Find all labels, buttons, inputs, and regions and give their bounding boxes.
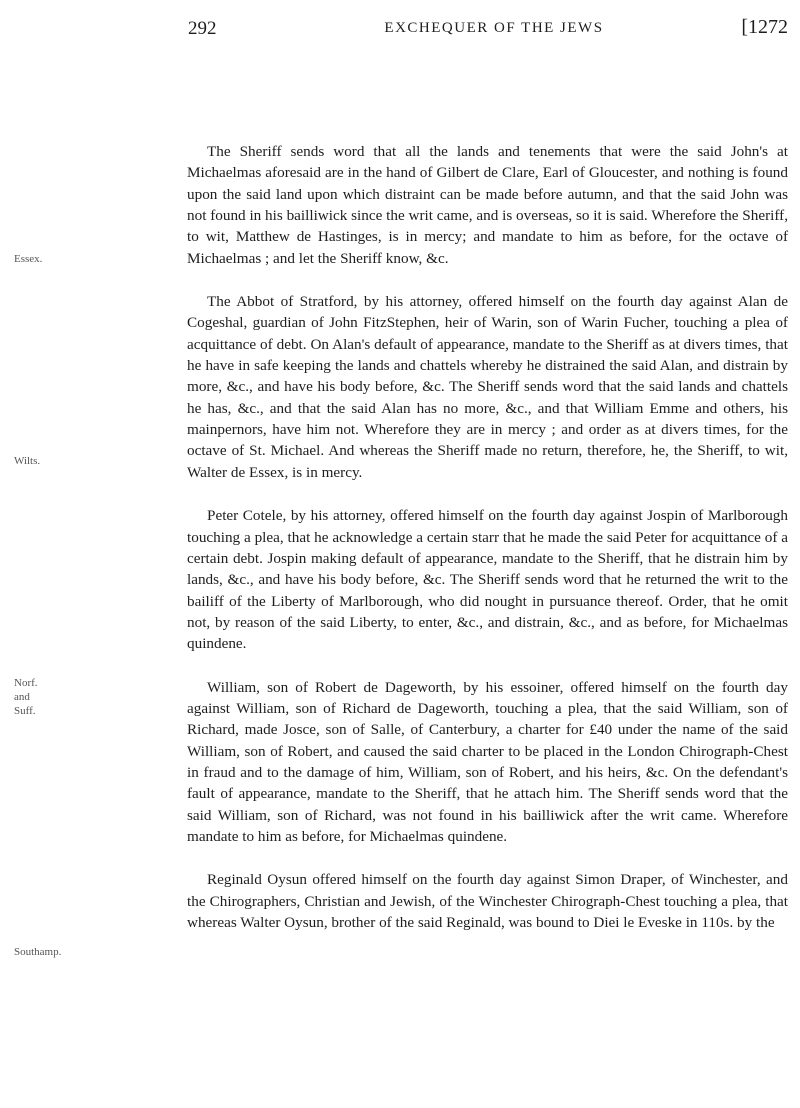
page-number: 292 [188, 18, 217, 39]
margin-note-essex: Essex. [14, 253, 43, 265]
year-marker: [1272 [741, 16, 788, 38]
paragraph-abbot-of-stratford: The Abbot of Stratford, by his attorney, offered himself on the fourth day against Alan de Cogeshal, guardian of John FitzStephen, heir of Warin, son of Warin Fucher, touching a plea of acquittance of debt. On Alan's default of appearance, mandate to the Sheriff as at divers times, that he have in safe keeping the lands and chattels whereby he distrained the said Alan, and distrain by more, &c., and have his body before, &c. The Sheriff sends word that the said lands and chattels he has, &c., and that the said Alan has no more, &c., and that William Emme and others, his mainpernors, have him not. Wherefore they are in mercy ; and order as at divers times, for the octave of St. Michael. And whereas the Sheriff made no return, therefore, he, the Sheriff, to wit, Walter de Essex, is in mercy. [187, 293, 788, 481]
margin-note-wilts: Wilts. [14, 455, 41, 467]
running-title: EXCHEQUER OF THE JEWS [384, 20, 604, 36]
margin-note-southamp: Southamp. [14, 946, 62, 958]
paragraph-sheriff-return: The Sheriff sends word that all the lands and tenements that were the said John's at Michaelmas aforesaid are in the hand of Gilbert de Clare, Earl of Gloucester, and nothing is found upon the said land upon which distraint can be made before autumn, and that the said John was not found in his bailliwick since the writ came, and is overseas, so it is said. Wherefore the Sheriff, to wit, Matthew de Hastinges, is in mercy; and mandate to him as before, for the octave of Michaelmas ; and let the Sheriff know, &c. [187, 143, 788, 267]
paragraph-peter-cotele: Peter Cotele, by his attorney, offered himself on the fourth day against Jospin of Marlborough touching a plea, that he acknowledge a certain starr that he made the said Peter for acquittance of a certain debt. Jospin making default of appearance, mandate to the Sheriff, that he distrain him by lands, &c., and have his body before, &c. The Sheriff sends word that he returned the writ to the bailiff of the Liberty of Marlborough, who did nought in pursuance thereof. Order, that he omit not, by reason of the said Liberty, to enter, &c., and distrain, &c., and as before, for Michaelmas quindene. [187, 507, 788, 653]
paragraph-reginald-oysun: Reginald Oysun offered himself on the fourth day against Simon Draper, of Winchester, and the Chirographers, Christian and Jewish, of the Winchester Chirograph-Chest touching a plea, that whereas Walter Oysun, brother of the said Reginald, was bound to Diei le Eveske in 110s. by the [187, 871, 788, 931]
paragraph-william-de-dageworth: William, son of Robert de Dageworth, by his essoiner, offered himself on the fourth day against William, son of Richard de Dageworth, touching a plea, that the said William, son of Richard, made Josce, son of Salle, of Canterbury, a charter for £40 under the name of the said William, son of Robert, and caused the said charter to be placed in the London Chirograph-Chest in fraud and to the damage of him, William, son of Robert, and his heirs, &c. On the defendant's fault of appearance, mandate to the Sheriff, that he attach him. The Sheriff sends word that the said William, son of Richard, was not found in his bailliwick after the writ came. Wherefore mandate to him as before, for Michaelmas quindene. [187, 678, 788, 845]
margin-note-norf-suff: Norf. and Suff. [14, 677, 38, 717]
page-body [187, 141, 788, 933]
running-header [188, 10, 788, 40]
